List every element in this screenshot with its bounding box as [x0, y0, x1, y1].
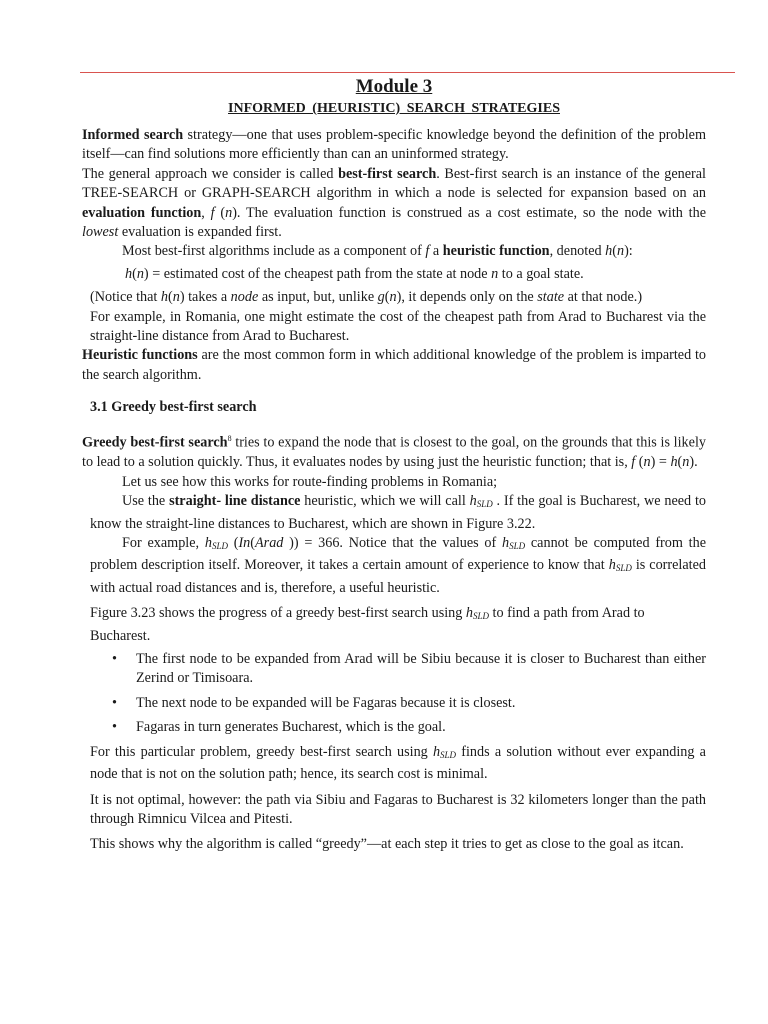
document-page [82, 76, 706, 855]
section-heading: 3.1 Greedy best-first search [90, 399, 257, 416]
header-rule [80, 72, 735, 73]
sld-paragraph: Use the straight- line distance heuristic, which we will call $h_{SLD}$ . If the goal is Bucharest, we need to know the straight-line distances to Bucharest, which are shown in Figure 3.22. [90, 493, 706, 532]
bullet-icon: • [112, 694, 117, 711]
greedy-name-paragraph: This shows why the algorithm is called “greedy”—at each step it tries to get as close to the goal as itcan. [90, 836, 684, 853]
romania-paragraph: Let us see how this works for route-finding problems in Romania; [122, 473, 498, 490]
progress-list [82, 650, 706, 738]
example-paragraph: For example, in Romania, one might estimate the cost of the cheapest path from Arad to Bucharest via the straight-line distance from Arad to Bucharest. [90, 308, 706, 345]
intro-paragraph-best-first: The general approach we consider is called best-first search. Best-first search is an instance of the general TREE-SEARCH or GRAPH-SEARCH algorithm in which a node is selected for expansion based on an evaluation function, f (n). The evaluation function is construed as a cost estimate, so the node with the lowest evaluation is expanded first. [82, 165, 707, 241]
notice-paragraph: (Notice that h(n) takes a node as input, but, unlike g(n), it depends only on the state at that node.) [90, 289, 643, 306]
heuristic-functions-paragraph: Heuristic functions are the most common form in which additional knowledge of the problem is imparted to the search algorithm. [82, 347, 707, 383]
optimality-paragraph: It is not optimal, however: the path via Sibiu and Fagaras to Bucharest is 32 kilometers longer than the path through Rimnicu Vilcea and Pitesti. [90, 791, 706, 827]
heuristic-definition: h(n) = estimated cost of the cheapest path from the state at node n to a goal state. [125, 265, 584, 282]
list-item: • Fagaras in turn generates Bucharest, which is the goal. [82, 718, 706, 737]
sld-example-paragraph: For example, $h_{SLD}$ (In(Arad )) = 366. Notice that the values of $h_{SLD}$ cannot be computed from the problem description itself. Moreover, it takes a certain amount of experience to know that $h_{SLD}$ is correlated with actual road distances and is, therefore, a useful heuristic. [90, 535, 707, 596]
bullet-icon: • [112, 719, 117, 736]
intro-paragraph-informed: Informed search strategy—one that uses problem-specific knowledge beyond the definition of the problem itself—can find solutions more efficiently than can an uninformed strategy. [82, 127, 706, 163]
list-item: • The next node to be expanded will be Fagaras because it is closest. [82, 694, 706, 713]
list-item: • The first node to be expanded from Arad will be Sibiu because it is closer to Bucharest than either Zerind or Timisoara. [112, 651, 706, 687]
figure-paragraph: Figure 3.23 shows the progress of a greedy best-first search using $h_{SLD}$ to find a path from Arad to Bucharest. [90, 605, 645, 644]
bullet-icon: • [112, 651, 117, 668]
solution-paragraph: For this particular problem, greedy best-first search using $h_{SLD}$ finds a solution without ever expanding a node that is not on the solution path; hence, its search cost is minimal. [90, 743, 706, 783]
greedy-intro-paragraph: Greedy best-first search$^8$ tries to expand the node that is closest to the goal, on the grounds that this is likely to lead to a solution quickly. Thus, it evaluates nodes by using just the heuristic function; that is, f (n) = h(n). [82, 434, 706, 471]
module-title: Module 3 [355, 76, 433, 97]
module-subtitle: INFORMED (HEURISTIC) SEARCH STRATEGIES [228, 101, 560, 116]
intro-paragraph-heuristic: Most best-first algorithms include as a component of f a heuristic function, denoted h(n): [122, 243, 633, 260]
